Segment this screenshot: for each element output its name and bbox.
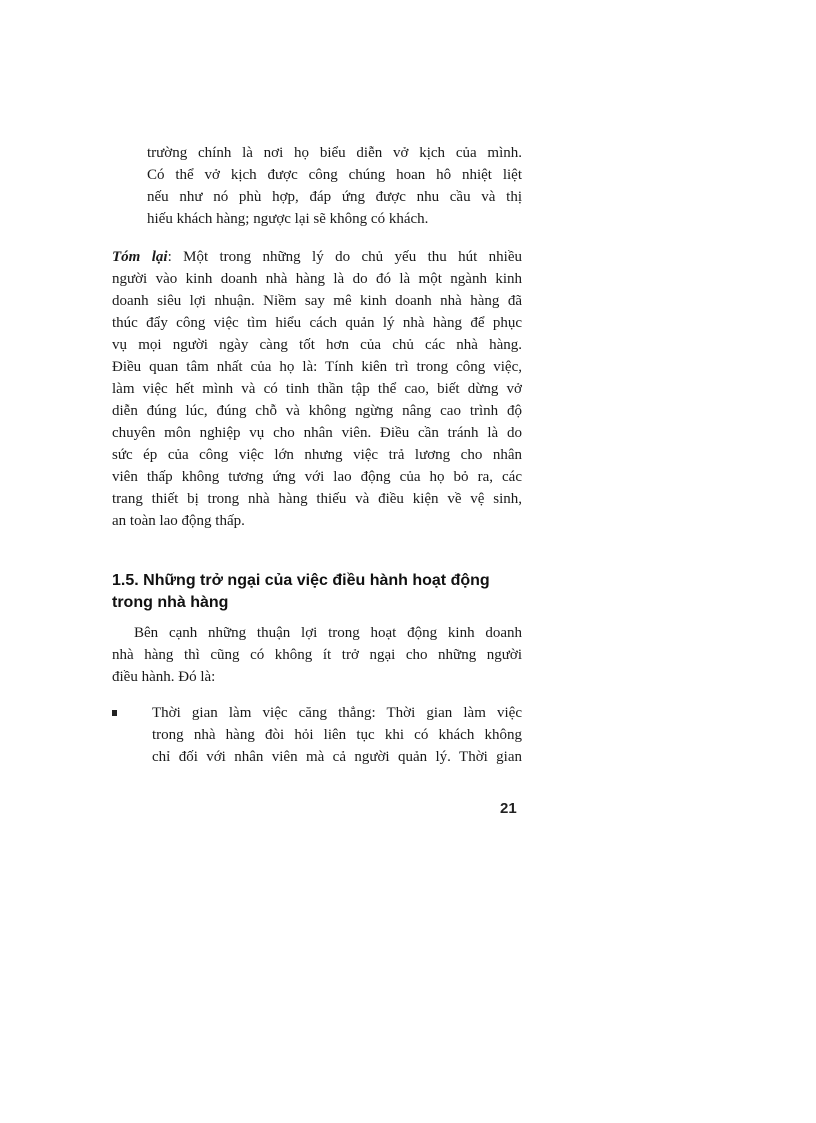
text-line: Bên cạnh những thuận lợi trong hoạt động kinh doanh	[134, 625, 522, 641]
section-heading	[112, 570, 532, 614]
text-line: vụ mọi người ngày càng tốt hơn của chủ các nhà hàng.	[112, 337, 522, 353]
text-line: diễn đúng lúc, đúng chỗ và không ngừng nâng cao trình độ	[112, 403, 522, 419]
section-heading-line: trong nhà hàng	[112, 594, 229, 611]
text-line: điều hành. Đó là:	[112, 669, 216, 685]
text-line: chuyên môn nghiệp vụ cho nhân viên. Điều cần tránh là do	[112, 425, 522, 441]
text-line: nếu như nó phù hợp, đáp ứng được nhu cầu và thị	[147, 189, 522, 205]
text-line: Có thể vở kịch được công chúng hoan hô nhiệt liệt	[147, 167, 522, 183]
summary-first-line	[112, 246, 522, 268]
text-line: Điều quan tâm nhất của họ là: Tính kiên trì trong công việc,	[112, 359, 522, 375]
bullet-icon	[112, 710, 117, 716]
text-line: viên thấp không tương ứng với lao động của họ bỏ ra, các	[112, 469, 522, 485]
text-line: chỉ đối với nhân viên mà cả người quản lý. Thời gian	[152, 749, 522, 765]
section-paragraph	[112, 622, 522, 688]
text-line: nhà hàng thì cũng có không ít trở ngại cho những người	[112, 647, 522, 663]
text-line: sức ép của công việc lớn nhưng việc trả lương cho nhân	[112, 447, 522, 463]
text-line: người vào kinh doanh nhà hàng là do đó là một ngành kinh	[112, 271, 522, 287]
text-line: doanh siêu lợi nhuận. Niềm say mê kinh doanh nhà hàng đã	[112, 293, 522, 309]
bullet-text	[152, 702, 522, 768]
page-number: 21	[500, 800, 517, 817]
intro-paragraph	[147, 142, 522, 230]
text-line: trong nhà hàng đòi hỏi liên tục khi có khách không	[152, 727, 522, 743]
section-heading-line: 1.5. Những trở ngại của việc điều hành hoạt động	[112, 572, 490, 589]
summary-label: Tóm lại	[112, 249, 168, 265]
text-line: trang thiết bị trong nhà hàng thiếu và điều kiện về vệ sinh,	[112, 491, 522, 507]
text-line: thúc đẩy công việc tìm hiểu cách quản lý nhà hàng để phục	[112, 315, 522, 331]
text-line: trường chính là nơi họ biểu diễn vở kịch của mình.	[147, 145, 522, 161]
text-line: làm việc hết mình và có tinh thần tập thể cao, biết dừng vở	[112, 381, 522, 397]
text-line: an toàn lao động thấp.	[112, 513, 245, 529]
text-line: hiếu khách hàng; ngược lại sẽ không có khách.	[147, 211, 429, 227]
text-line: Thời gian làm việc căng thẳng: Thời gian làm việc	[152, 705, 522, 721]
summary-paragraph	[112, 246, 522, 532]
summary-first-line-text: : Một trong những lý do chủ yếu thu hút nhiều	[167, 249, 523, 265]
